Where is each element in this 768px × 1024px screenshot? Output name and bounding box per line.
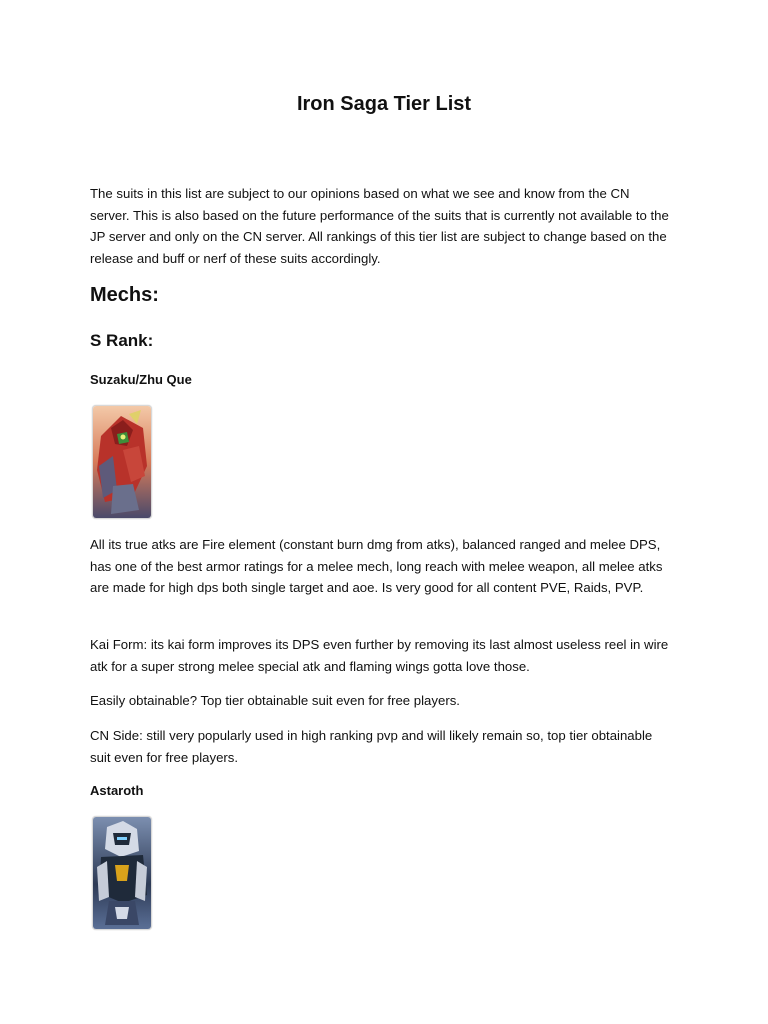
suzaku-cn-side: CN Side: still very popularly used in high ranking pvp and will likely remain so, top tier obtainable suit even for free players. [90,728,653,765]
suit-name-suzaku: Suzaku/Zhu Que [90,372,192,387]
rank-heading-s: S Rank: [90,331,154,350]
astaroth-portrait-art [93,817,151,929]
suit-name-astaroth: Astaroth [90,783,144,798]
suzaku-description: All its true atks are Fire element (constant burn dmg from atks), balanced ranged and melee DPS, has one of the best armor ratings for a melee mech, long reach with melee weapon, all melee atks are made for high dps both single target and aoe. Is very good for all content PVE, Raids, PVP. [90,537,663,595]
suzaku-mech-portrait [92,405,152,519]
section-heading-mechs: Mechs: [90,284,159,306]
suzaku-portrait-art [93,406,151,518]
document-title: Iron Saga Tier List [296,93,472,115]
suzaku-kai-form: Kai Form: its kai form improves its DPS even further by removing its last almost useless reel in wire atk for a super strong melee special atk and flaming wings gotta love those. [90,637,669,674]
intro-paragraph: The suits in this list are subject to our opinions based on what we see and know from the CN server. This is also based on the future performance of the suits that is currently not available to the JP server and only on the CN server. All rankings of this tier list are subject to change based on the release and buff or nerf of these suits accordingly. [90,186,669,266]
astaroth-mech-portrait [92,816,152,930]
suzaku-obtainability: Easily obtainable? Top tier obtainable suit even for free players. [90,693,460,708]
